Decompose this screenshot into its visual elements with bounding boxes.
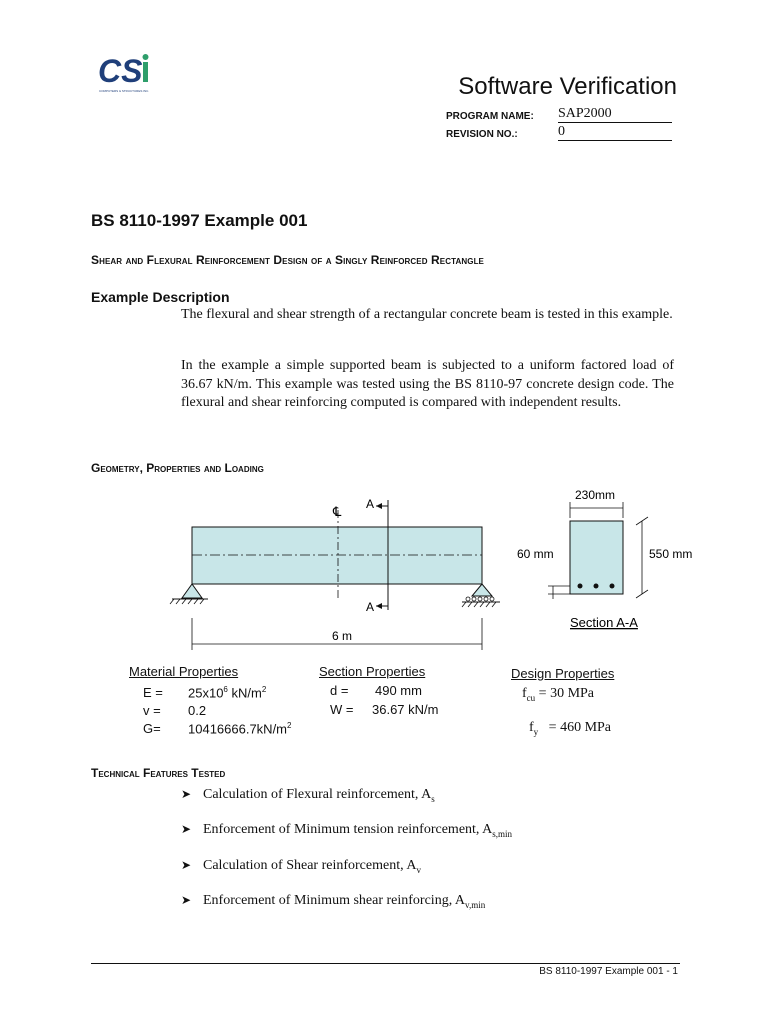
material-value: 0.2 — [188, 703, 207, 718]
material-exponent: 6 — [223, 685, 228, 694]
footer-rule — [91, 963, 680, 964]
fcu-symbol: f — [522, 686, 527, 701]
revision-value: 0 — [558, 123, 672, 141]
feature-subscript: v,min — [465, 899, 486, 910]
technical-features-heading: Technical Features Tested — [91, 766, 226, 780]
section-properties-heading: Section Properties — [319, 664, 426, 679]
fy-symbol: f — [529, 720, 534, 735]
rebar-2 — [594, 584, 599, 589]
material-symbol: G= — [143, 721, 161, 737]
section-prop-symbol: d = — [330, 683, 349, 698]
material-value: 25x10 — [188, 685, 224, 701]
feature-text: Enforcement of Minimum tension reinforcement, A — [203, 822, 493, 837]
example-description-heading: Example Description — [91, 289, 230, 305]
material-value: 10416666.7kN/m — [188, 721, 288, 737]
design-properties-heading: Design Properties — [511, 666, 615, 681]
feature-subscript: v — [416, 864, 421, 875]
feature-subscript: s — [431, 793, 435, 804]
footer-text: BS 8110-1997 Example 001 - 1 — [539, 966, 678, 977]
feature-item — [181, 893, 485, 910]
rebar-1 — [578, 584, 583, 589]
section-cut-label-bottom: A — [366, 600, 375, 614]
program-name-label: PROGRAM NAME: — [446, 111, 534, 122]
material-symbol: E = — [143, 685, 163, 701]
rebar-3 — [610, 584, 615, 589]
fy-value: = 460 MPa — [538, 720, 612, 735]
material-symbol: v = — [143, 703, 161, 718]
material-unit-exponent: 2 — [261, 685, 267, 694]
feature-item — [181, 858, 421, 875]
roller-hatch — [462, 602, 496, 607]
bullet-arrow-icon: ➤ — [181, 858, 192, 872]
section-prop-value: 490 mm — [375, 683, 422, 698]
feature-item — [181, 822, 512, 839]
roller-wheels — [466, 597, 494, 601]
document-title: BS 8110-1997 Example 001 — [91, 211, 308, 230]
section-prop-value: 36.67 kN/m — [372, 702, 439, 717]
feature-text: Enforcement of Minimum shear reinforcing, A — [203, 893, 466, 908]
section-row-d — [330, 683, 422, 698]
pin-support-hatch — [170, 599, 204, 604]
design-row-fcu — [522, 686, 594, 703]
section-arrowhead-bottom — [376, 603, 382, 609]
bullet-arrow-icon: ➤ — [181, 822, 192, 836]
description-paragraph-1: The flexural and shear strength of a rectangular concrete beam is tested in this example. — [181, 307, 673, 322]
section-prop-symbol: W = — [330, 702, 354, 717]
beam-elevation — [192, 527, 482, 584]
beam-diagram-svg — [150, 480, 710, 660]
header-title: Software Verification — [458, 73, 677, 100]
fy-subscript: y — [533, 726, 539, 737]
roller-support-right — [472, 584, 492, 596]
feature-text: Calculation of Shear reinforcement, A — [203, 858, 417, 873]
fcu-value: = 30 MPa — [535, 686, 595, 701]
material-unit-exponent: 2 — [287, 721, 292, 730]
program-name-value: SAP2000 — [558, 105, 672, 123]
pin-support-left — [182, 584, 202, 598]
span-label: 6 m — [332, 629, 353, 643]
section-cut-label-top: A — [366, 497, 375, 511]
revision-label: REVISION NO.: — [446, 129, 518, 140]
section-width-label: 230mm — [575, 488, 616, 502]
document-subtitle: Shear and Flexural Reinforcement Design of a Singly Reinforced Rectangle — [91, 253, 484, 267]
logo-i-dot — [143, 54, 149, 60]
centerline-symbol: ℄ — [333, 504, 342, 519]
cover-label: 60 mm — [517, 547, 554, 561]
csi-logo-tagline: COMPUTERS & STRUCTURES INC. — [99, 89, 150, 93]
material-unit: kN/m — [227, 685, 262, 701]
csi-logo-lettering: CS — [98, 53, 143, 89]
material-properties-heading: Material Properties — [129, 664, 239, 679]
feature-item — [181, 787, 435, 804]
design-row-fy — [522, 704, 611, 737]
description-paragraph-2: In the example a simple supported beam is subjected to a uniform factored load of 36.67 kN/m. This example was tested using the BS 8110-97 concrete design code. The flexural and shear reinforcing computed is compared with independent results. — [181, 358, 674, 410]
material-row-g — [143, 721, 291, 736]
feature-text: Calculation of Flexural reinforcement, A — [203, 787, 432, 802]
section-title: Section A-A — [570, 615, 638, 630]
section-arrowhead-top — [376, 503, 382, 509]
section-depth-label: 550 mm — [649, 547, 693, 561]
material-row-v — [143, 703, 206, 718]
bullet-arrow-icon: ➤ — [181, 787, 192, 801]
section-row-w — [330, 702, 438, 717]
beam-diagram — [150, 480, 710, 665]
material-row-e — [143, 685, 266, 700]
cross-section — [570, 521, 623, 594]
geometry-heading: Geometry, Properties and Loading — [91, 461, 264, 475]
fcu-subscript: cu — [526, 692, 536, 703]
feature-subscript: s,min — [492, 828, 513, 839]
bullet-arrow-icon: ➤ — [181, 893, 192, 907]
